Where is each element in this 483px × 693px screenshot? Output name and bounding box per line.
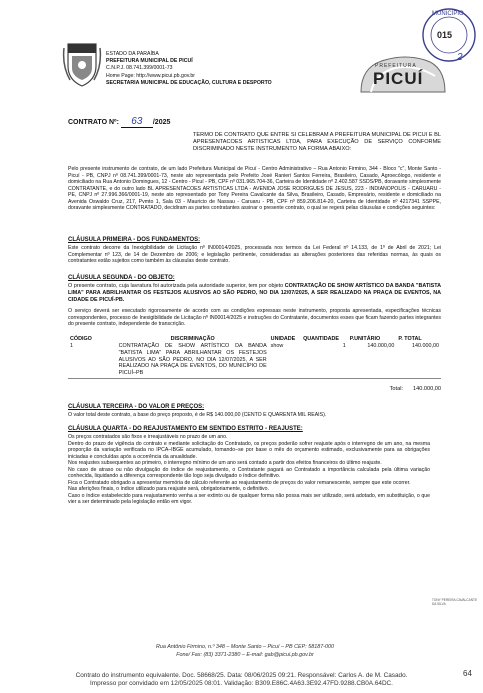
clause4-para-4: No caso de atraso ou não divulgação do índice de reajustamento, o Contratante pagará ao Contratado a importância calculada pela última variação conhecida, liquidando a diferença correspondente tão logo seja divulgado o índice definitivo.	[68, 466, 430, 479]
cell-unidade: show	[270, 343, 284, 349]
contract-number: 63	[121, 116, 153, 128]
header-prefeitura: PREFEITURA MUNICIPAL DE PICUÍ	[106, 58, 193, 65]
col-total: P. TOTAL	[398, 336, 422, 342]
clause4-para-5: Fica o Contratado obrigado a apresentar memória de cálculo referente ao reajustamento de preços do valor remanescente, sempre que este ocorrer.	[68, 479, 411, 486]
clause2-text-c: O serviço deverá ser executado rigorosamente de acordo com as condições expressas neste instrumento, proposta apresentada, especificações técnicas correspondentes, processo de Inexigibilidade de Licitação nº IN00014/2025 e instruções do Contratante, documentos esses que ficam fazendo partes integrantes do presente contrato, independente de transcrição.	[68, 308, 441, 327]
digital-stamp-line-2: Impresso por convidado em 12/05/2025 08:01. Validação: B309.E86C.4A63.3E92.47FD.9288.CB0A.64DC.	[90, 680, 393, 687]
clause4-para-3: Nos reajustes subsequentes ao primeiro, o interregno mínimo de um ano será contado a partir dos efeitos financeiros do último reajuste.	[68, 460, 382, 466]
header-org-block	[106, 51, 272, 87]
contract-intro: Pelo presente instrumento de contrato, de um lado Prefeitura Municipal de Picuí - Centro Administrativo – Rua Antonio Firmino, 344 - Bloco "c", Monte Santo - Picuí - PB, CNPJ nº 08.741.399/0001-73, neste ato representada pelo Prefeito José Ranieri Santos Ferreira, Brasileiro, Casado, Agroecólogo, residente e domiciliado na Rua Antonio Domingues, 12 - Centro - Picuí - PB, CPF nº 031.965.704-36, Carteira de Identidade nº 2.402.587 SSDS/PB, doravante simplesmente CONTRATANTE, e do outro lado BL APRESENTACOES ARTISTICAS LTDA - AVENIDA JOSE RODRIGUES DE JESUS, 223 - INDIANOPOLIS - CARUARU - PE, CNPJ nº 27.996.366/0001-19, neste ato representado por Tony Pereira Cavalcante da Silva, Brasileiro, Casado, Empresário, residente e domiciliado na Avenida Oswaldo Cruz, 217, Pvmto 1, Sala 03 - Mauricio de Nassau - Caruaru - PB, CPF nº 859.206.814-20, Carteira de Identidade nº 4217341 SSPPE, doravante simplesmente CONTRATADO, decidiram as partes contratantes assinar o presente contrato, o qual se regerá pelas cláusulas e condições seguintes:	[68, 166, 441, 211]
footer-address: Rua Antônio Firmino, n.º 348 – Monte Santo – Picuí – PB CEP: 58187-000	[156, 644, 334, 650]
table-row	[68, 342, 441, 378]
col-discriminacao: DISCRIMINAÇÃO	[170, 336, 215, 342]
clause2-text-a: O presente contrato, cuja lavratura foi autorizada pela autoridade superior, tem por objeto	[68, 283, 284, 289]
clause4-para-6: Nas aferições finais, o índice utilizado para reajuste será, obrigatoriamente, o definitivo.	[68, 486, 269, 492]
clause4-title: CLÁUSULA QUARTA - DO REAJUSTAMENTO EM SENTIDO ESTRITO - REAJUSTE:	[68, 426, 303, 432]
clause2-title: CLÁUSULA SEGUNDA - DO OBJETO:	[68, 275, 175, 281]
contract-label: CONTRATO Nº:	[68, 119, 119, 126]
stamp-text: MUNICÍPIO	[432, 11, 464, 17]
stamp-number: 015	[437, 30, 453, 40]
table-total-row	[333, 386, 441, 392]
total-label: Total:	[389, 386, 403, 392]
clause4-para-7: Caso o índice estabelecido para reajustamento venha a ser extinto ou de qualquer forma não possa mais ser utilizado, será adotado, em substituição, o que vier a ser determinado pela legislação então em vigor.	[68, 492, 430, 505]
items-table	[68, 336, 441, 378]
contract-year: /2025	[152, 119, 171, 126]
col-codigo: CÓDIGO	[70, 336, 92, 342]
clause4-body	[68, 434, 430, 506]
signature-stamp: TONY PEREIRA CAVALCANTE DA SILVA	[432, 598, 478, 606]
col-unitario: P.UNITÁRIO	[349, 336, 381, 342]
clause1-text: Este contrato decorre da Inexigibilidade de Licitação nº IN00014/2025, processada nos termos da Lei Federal nº 14.133, de 1º de Abril de 2021; Lei Complementar nº 123, de 14 de Dezembro de 2006; e legislação pertinente, consideradas as alterações posteriores das referidas normas, às quais os contratantes estão sujeitos como também às cláusulas deste contrato.	[68, 245, 441, 264]
clause3-text: O valor total deste contrato, a base do preço proposto, é de R$ 140.000,00 (CENTO E QUARENTA MIL REAIS).	[68, 412, 327, 418]
header-homepage: Home Page: http://www.picui.pb.gov.br	[106, 72, 195, 79]
clause4-para-2: Dentro do prazo de vigência do contrato e mediante solicitação do Contratado, os preços poderão sofrer reajuste após o interregno de um ano, na mesma proporção da variação verificada no IPCA–IBGE acumulado, tomando–se por base o mês do orçamento estimado, exclusivamente para as obrigações iniciadas e concluídas após a ocorrência da anualidade.	[68, 440, 430, 460]
cell-unitario: 140.000,00	[367, 343, 395, 349]
col-quantidade: QUANTIDADE	[303, 336, 340, 342]
header-state: ESTADO DA PARAÍBA	[106, 51, 159, 57]
clause2-text-b: CONTRATAÇÃO DE SHOW ARTÍSTICO DA BANDA "BATISTA LIMA" PARA ABRILHANTAR OS FESTEJOS ALUSIVOS AO SÃO PEDRO, NO DIA 12/07/2025, A SER REALIZADO NA PRAÇA DE EVENTOS, NA CIDADE DE PICUÍ-PB.	[68, 283, 442, 303]
cell-codigo: 1	[70, 343, 73, 349]
clause1-title: CLÁUSULA PRIMEIRA - DOS FUNDAMENTOS:	[68, 237, 201, 243]
clause4-para-1: Os preços contratados são fixos e irreajustáveis no prazo de um ano.	[68, 434, 228, 440]
logo-sub-text: PREFEITURA	[375, 63, 417, 69]
clause2-object	[68, 283, 441, 303]
clause3-title: CLÁUSULA TERCEIRA - DO VALOR E PREÇOS:	[68, 404, 205, 410]
contract-summary: TERMO DE CONTRATO QUE ENTRE SI CELEBRAM A PREFEITURA MUNICIPAL DE PICUI E BL APRESENTACOES ARTISTICAS LTDA, PARA EXECUÇÃO DE SERVIÇO CONFORME DISCRIMINADO NESTE INSTRUMENTO NA FORMA ABAIXO:	[193, 132, 441, 152]
page-annotation: 2	[457, 52, 463, 63]
header-cnpj: C.N.P.J. 08.741.399/0001-73	[106, 65, 173, 72]
col-unidade: UNIDADE	[270, 336, 296, 342]
cell-discriminacao: CONTRATAÇÃO DE SHOW ARTÍSTICO DA BANDA "BATISTA LIMA" PARA ABRILHANTAR OS FESTEJOS ALUSIVOS AO SÃO PEDRO, NO DIA 12/07/2025, A SER REALIZADO NA PRAÇA DE EVENTOS, DO MUNICÍPIO DE PICUÍ–PB	[118, 343, 267, 377]
cell-total: 140.000,00	[412, 343, 439, 349]
contract-number-line	[68, 116, 170, 128]
table-divider	[68, 378, 441, 379]
footer-contact: Fone/ Fax: (83) 3371-2380 – E-mail: gab@picui.pb.gov.br	[176, 652, 314, 658]
header-secretaria: SECRETARIA MUNICIPAL DE EDUCAÇÃO, CULTURA E DESPORTO	[106, 79, 272, 86]
total-value: 140.000,00	[413, 386, 441, 392]
coat-of-arms-logo	[62, 40, 102, 88]
page-number: 64	[463, 669, 472, 678]
digital-stamp-line-1: Contrato do instrumento equivalente. Doc. 58668/25. Data: 08/06/2025 09:21. Responsável: Carlos A. de M. Casado.	[75, 672, 408, 679]
logo-main-text: PICUÍ	[373, 69, 424, 88]
municipal-round-stamp	[420, 6, 478, 64]
cell-quantidade: 1	[342, 343, 346, 349]
